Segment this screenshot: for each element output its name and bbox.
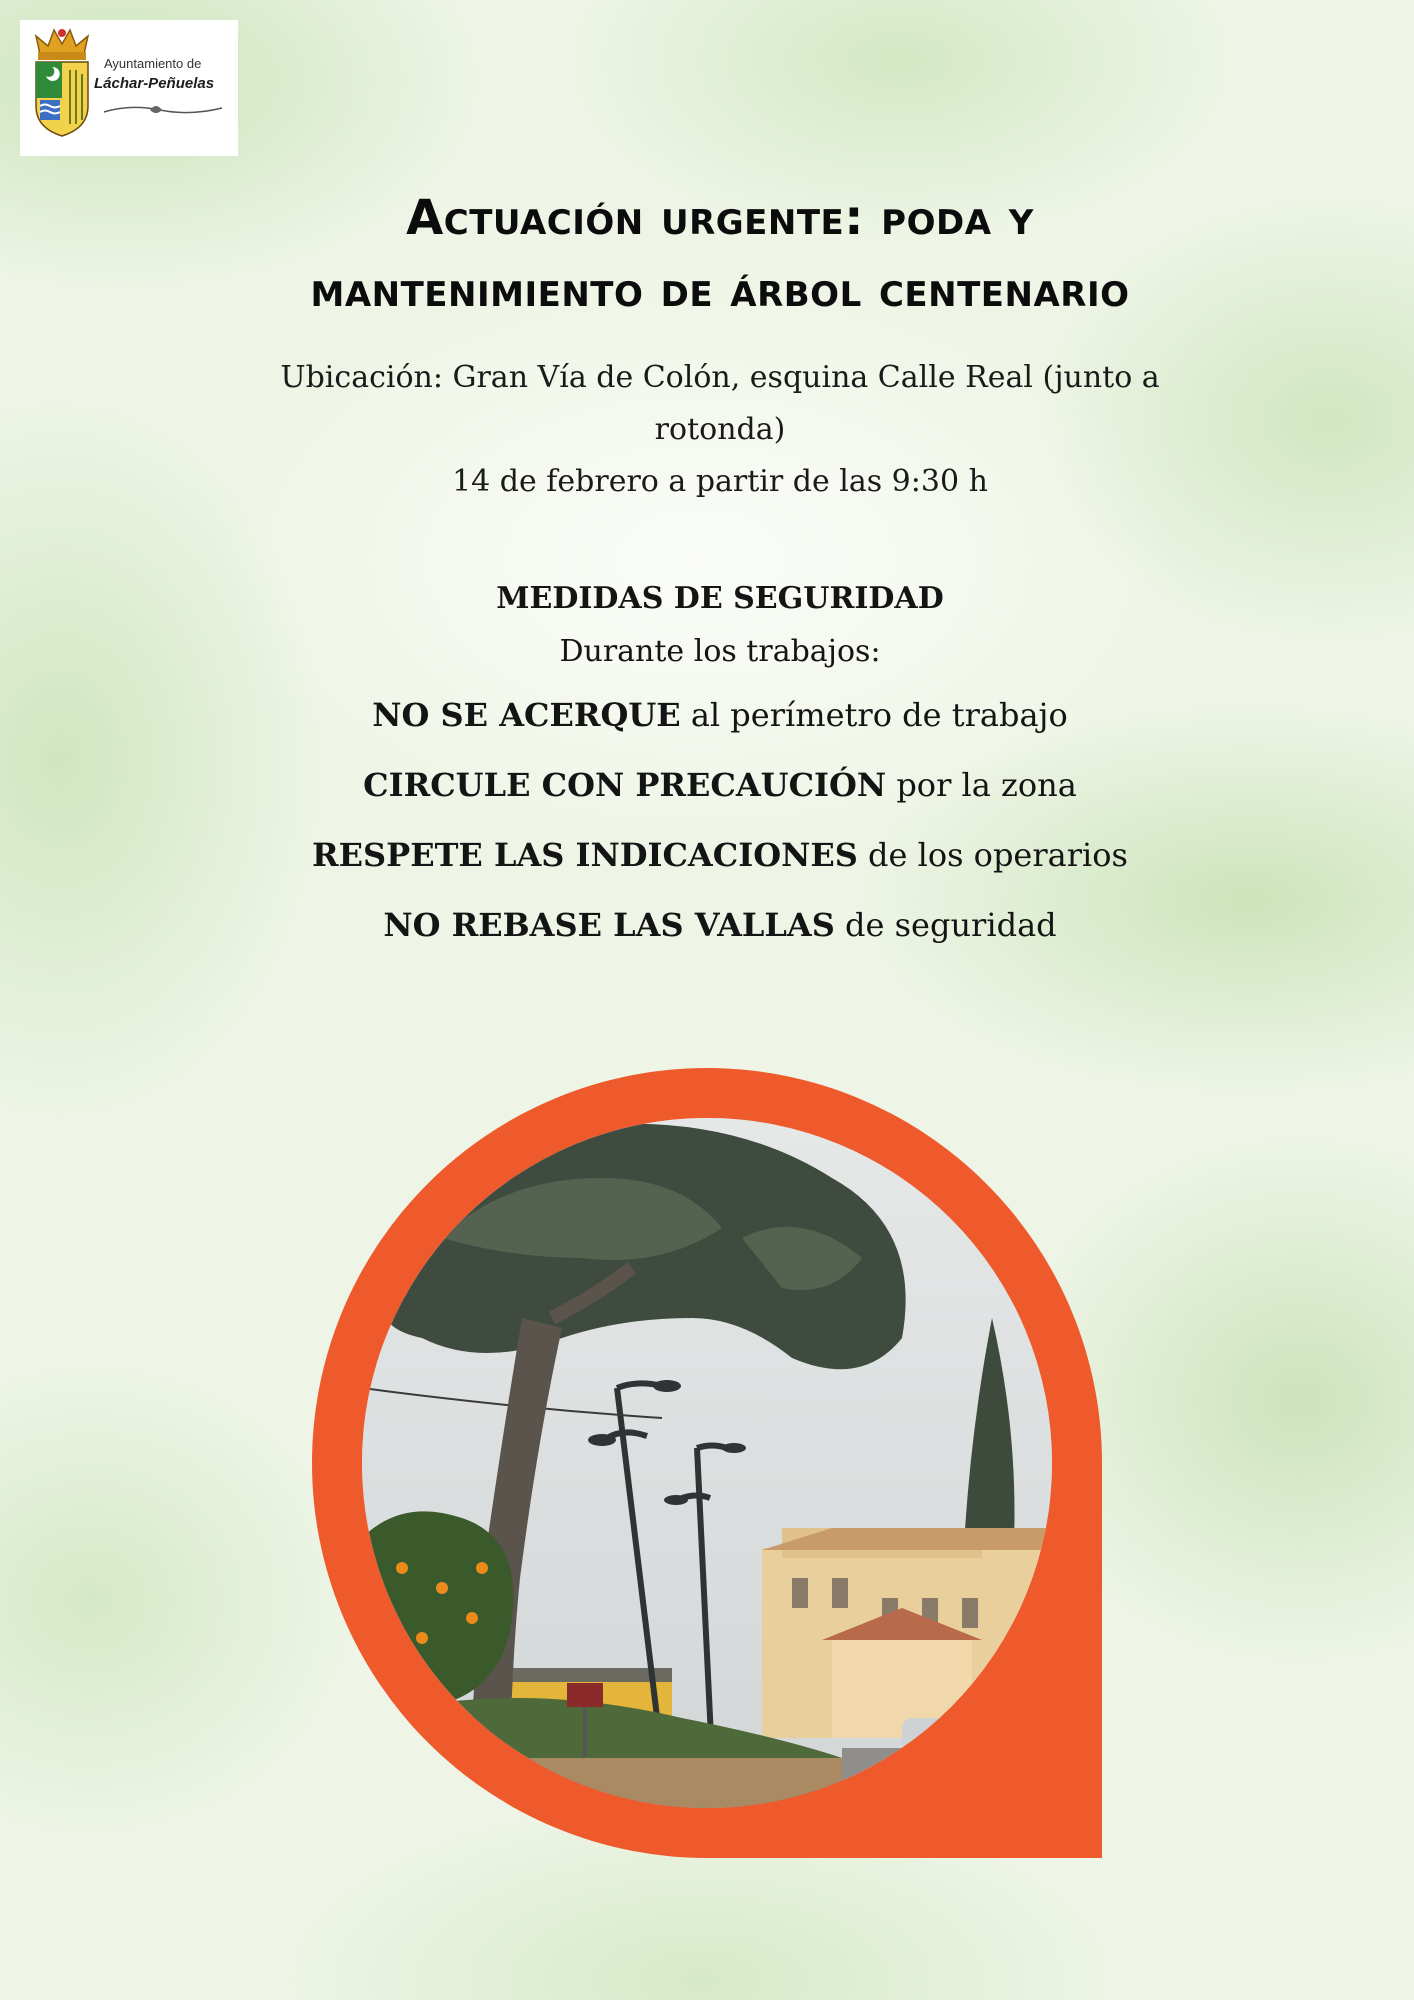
safety-intro: Durante los trabajos: [559,634,881,669]
tree-scene-illustration [362,1118,1052,1808]
date-line: 14 de febrero a partir de las 9:30 h [452,464,988,499]
municipality-logo [20,20,238,156]
tree-photo [362,1118,1052,1808]
logo-line-ayuntamiento: Ayuntamiento de [104,56,202,71]
logo-line-municipality-name: Láchar-Peñuelas [94,75,215,92]
safety-item-3 [100,820,1340,890]
page-title [120,182,1320,326]
safety-item-text: de los operarios [857,836,1128,874]
safety-item-text: por la zona [886,766,1077,804]
safety-item-1 [100,680,1340,750]
safety-item-text: al perímetro de trabajo [680,696,1068,734]
title-line-2: mantenimiento de árbol centenario [310,262,1130,318]
safety-item-2 [100,750,1340,820]
safety-item-emphasis: NO SE ACERQUE [372,696,681,734]
decorative-swirl-icon [100,100,226,120]
safety-item-text: de seguridad [834,906,1057,944]
safety-item-emphasis: RESPETE LAS INDICACIONES [312,836,858,874]
safety-item-emphasis: CIRCULE CON PRECAUCIÓN [363,766,887,804]
safety-item-emphasis: NO REBASE LAS VALLAS [383,906,835,944]
title-line-1: Actuación urgente: poda y [406,190,1034,246]
safety-heading: MEDIDAS DE SEGURIDAD [496,581,944,616]
safety-measures [100,574,1340,960]
location-block [230,352,1210,508]
safety-item-4 [100,890,1340,960]
coat-of-arms-icon [26,24,98,144]
tree-photo-card [312,1068,1102,1858]
location-line-1: Ubicación: Gran Vía de Colón, esquina Calle Real (junto a [280,360,1160,395]
location-line-2: rotonda) [654,412,786,447]
